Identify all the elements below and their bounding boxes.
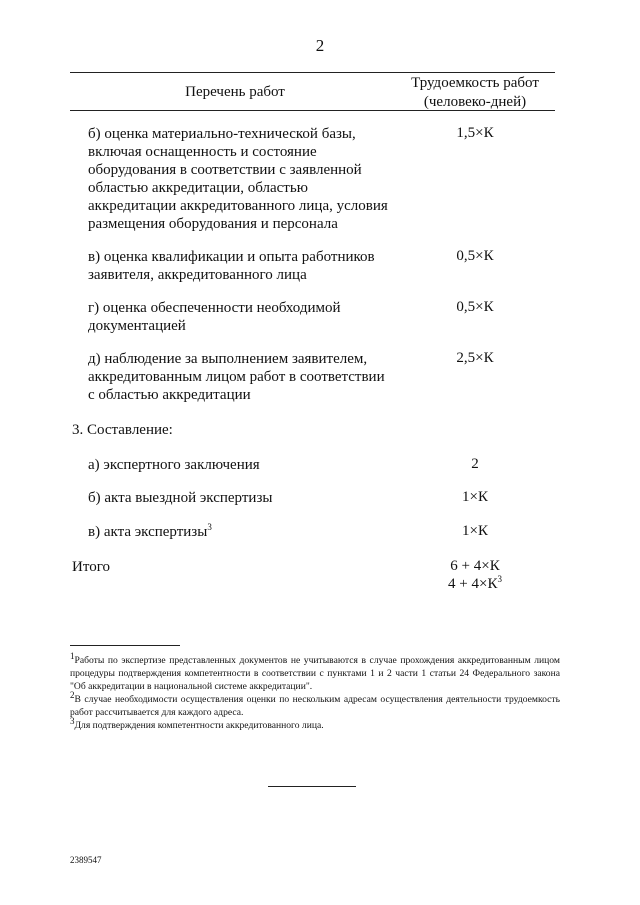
section-title: 3. Составление: bbox=[72, 422, 173, 438]
footnote-3 bbox=[70, 715, 560, 732]
list-item-3b-value: 1×К bbox=[462, 489, 488, 505]
total-value-2-text: 4 + 4×К bbox=[448, 576, 498, 592]
list-item-line: областью аккредитации, областью bbox=[88, 180, 308, 196]
list-item-line: аккредитованным лицом работ в соответствии bbox=[88, 369, 385, 385]
list-item-line: с областью аккредитации bbox=[88, 387, 251, 403]
list-item-g-value: 0,5×К bbox=[456, 299, 494, 315]
document-number: 2389547 bbox=[70, 855, 102, 865]
list-item-3v-label: в) акта экспертизы bbox=[88, 524, 208, 540]
list-item-line: в) оценка квалификации и опыта работников bbox=[88, 249, 375, 265]
footnote-mark: 2 bbox=[70, 689, 75, 700]
list-item-line: заявителя, аккредитованного лица bbox=[88, 267, 307, 283]
table-header-rule bbox=[70, 110, 555, 111]
list-item-line: включая оснащенность и состояние bbox=[88, 144, 317, 160]
list-item-line: аккредитации аккредитованного лица, условия bbox=[88, 198, 388, 214]
list-item-line: размещения оборудования и персонала bbox=[88, 216, 338, 232]
page-number: 2 bbox=[315, 36, 325, 55]
footnote-text: Для подтверждения компетентности аккредитованного лица. bbox=[74, 720, 324, 731]
list-item-line: г) оценка обеспеченности необходимой bbox=[88, 300, 341, 316]
footnote-text: Работы по экспертизе представленных документов не учитываются в случае прохождения аккредитованным лицом процедуры подтверждения компетентности в соответствии с пунктами 1 и 2 части 1 статьи 24 Федерального закона "Об аккредитации в национальной системе аккредитации". bbox=[70, 655, 560, 692]
list-item-3v bbox=[88, 523, 212, 541]
list-item-d bbox=[88, 350, 388, 404]
footnote-text: В случае необходимости осуществления оценки по нескольким адресам осуществления деятельности трудоемкость работ рассчитывается для каждого адреса. bbox=[70, 694, 560, 718]
list-item-d-value: 2,5×К bbox=[456, 350, 494, 366]
list-item-3b: б) акта выездной экспертизы bbox=[88, 490, 273, 506]
list-item-line: документацией bbox=[88, 318, 186, 334]
column-header-works: Перечень работ bbox=[185, 84, 285, 100]
list-item-line: б) оценка материально-технической базы, bbox=[88, 126, 356, 142]
footnote-2 bbox=[70, 689, 560, 719]
list-item-v bbox=[88, 248, 388, 284]
list-item-line: д) наблюдение за выполнением заявителем, bbox=[88, 351, 368, 367]
list-item-b bbox=[88, 125, 388, 233]
total-value-2 bbox=[395, 576, 555, 593]
total-value-1: 6 + 4×К bbox=[450, 558, 500, 574]
list-item-b-value: 1,5×К bbox=[456, 125, 494, 141]
list-item-3v-value: 1×К bbox=[462, 523, 488, 539]
footnote-1 bbox=[70, 650, 560, 693]
footnote-separator bbox=[70, 645, 180, 646]
list-item-g bbox=[88, 299, 388, 335]
column-header-labor-line1: Трудоемкость работ bbox=[411, 75, 539, 91]
footnote-mark: 3 bbox=[70, 715, 75, 726]
table-top-rule bbox=[70, 72, 555, 73]
end-separator bbox=[268, 786, 356, 787]
column-header-labor-line2: (человеко-дней) bbox=[423, 94, 527, 110]
footnote-ref: 3 bbox=[207, 522, 212, 532]
list-item-3a-value: 2 bbox=[471, 456, 479, 472]
total-label: Итого bbox=[72, 559, 110, 575]
footnote-mark: 1 bbox=[70, 650, 75, 661]
list-item-line: оборудования в соответствии с заявленной bbox=[88, 162, 362, 178]
column-header-labor bbox=[395, 74, 555, 112]
list-item-3a: а) экспертного заключения bbox=[88, 457, 260, 473]
footnote-ref: 3 bbox=[497, 574, 502, 584]
list-item-v-value: 0,5×К bbox=[456, 248, 494, 264]
